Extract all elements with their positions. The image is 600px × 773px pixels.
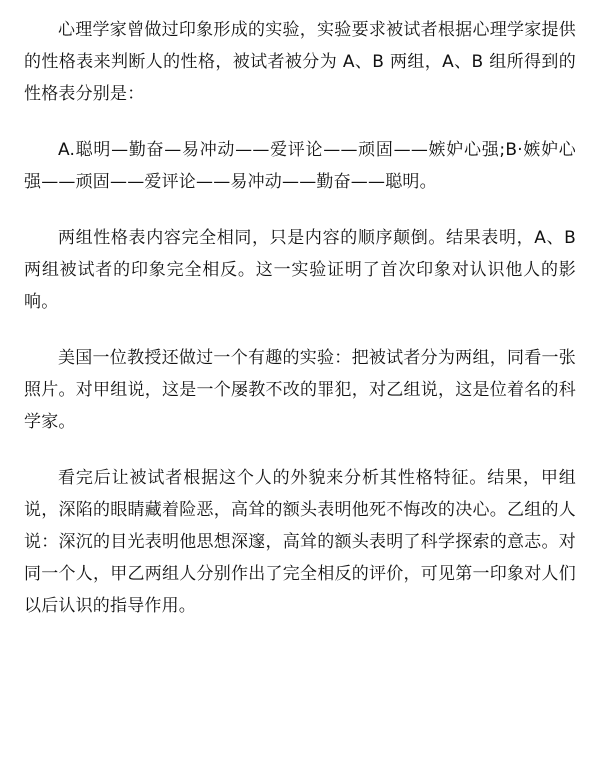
paragraph-trait-lists: A.聪明—勤奋—易冲动——爱评论——顽固——嫉妒心强;B·嫉妒心强——顽固——爱评论——易冲动——勤奋——聪明。 — [24, 140, 576, 192]
paragraph-experiment-intro: 心理学家曾做过印象形成的实验，实验要求被试者根据心理学家提供的性格表来判断人的性格，被试者被分为 A、B 两组，A、B 组所得到的性格表分别是： — [24, 20, 576, 104]
paragraph-conclusion: 看完后让被试者根据这个人的外貌来分析其性格特征。结果，甲组说，深陷的眼睛藏着险恶，高耸的额头表明他死不悔改的决心。乙组的人说：深沉的目光表明他思想深邃，高耸的额头表明了科学探索的意志。对同一个人，甲乙两组人分别作出了完全相反的评价，可见第一印象对人们以后认识的指导作用。 — [24, 468, 576, 616]
paragraph-result: 两组性格表内容完全相同，只是内容的顺序颠倒。结果表明，A、B 两组被试者的印象完全相反。这一实验证明了首次印象对认识他人的影响。 — [24, 228, 576, 312]
paragraph-photo-experiment: 美国一位教授还做过一个有趣的实验：把被试者分为两组，同看一张照片。对甲组说，这是一个屡教不改的罪犯，对乙组说，这是位着名的科学家。 — [24, 348, 576, 432]
